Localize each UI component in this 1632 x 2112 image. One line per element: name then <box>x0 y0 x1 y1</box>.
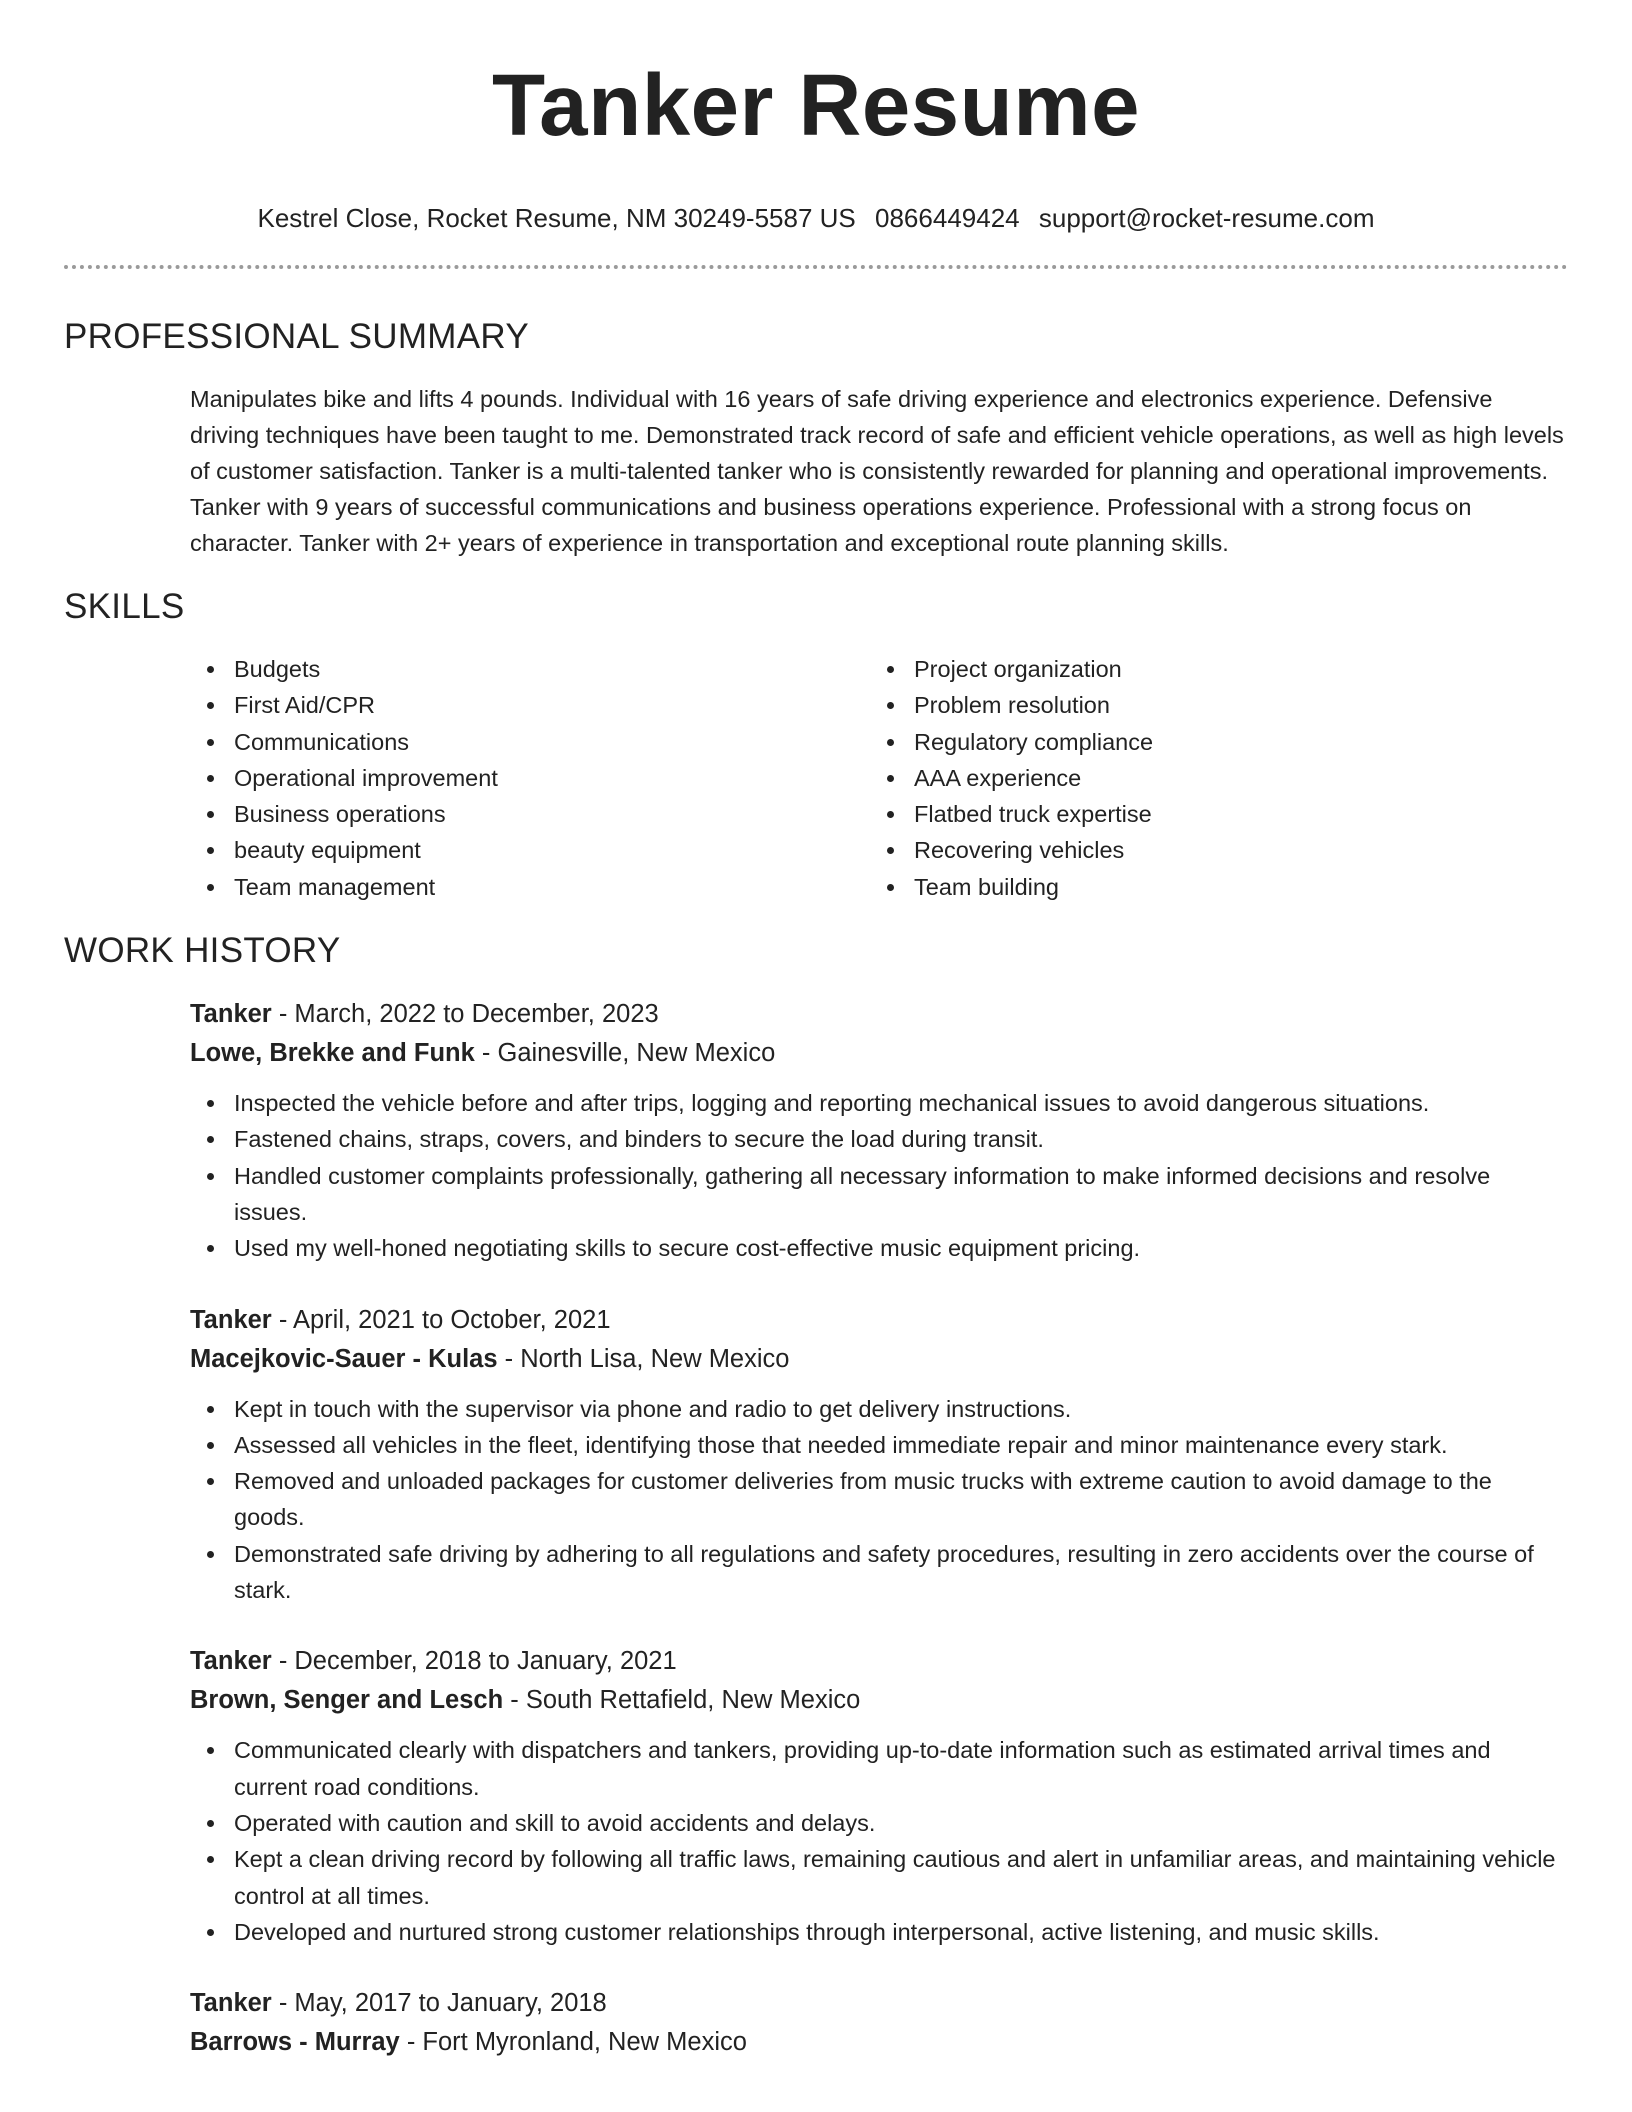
job-company: Brown, Senger and Lesch <box>190 1686 504 1715</box>
job-location: - South Rettafield, New Mexico <box>503 1686 861 1715</box>
header-divider <box>64 265 1568 269</box>
skills-column-right <box>870 651 1568 905</box>
job-list <box>190 995 1568 2062</box>
skill-item: Regulatory compliance <box>870 724 1568 760</box>
contact-email: support@rocket-resume.com <box>1038 203 1375 233</box>
skill-item: AAA experience <box>870 760 1568 796</box>
summary-heading: PROFESSIONAL SUMMARY <box>64 317 529 356</box>
job-title-line <box>190 995 1568 1034</box>
job-dates: - April, 2021 to October, 2021 <box>271 1305 611 1334</box>
skills-grid <box>190 651 1568 905</box>
job-company-line <box>190 2023 1568 2062</box>
skills-heading: SKILLS <box>64 587 185 626</box>
skill-item: Problem resolution <box>870 687 1568 723</box>
summary-text: Manipulates bike and lifts 4 pounds. Individual with 16 years of safe driving experience and electronics experience. Defensive driving techniques have been taught to me. Demonstrated track record of safe and efficient vehicle operations, as well as high levels of customer satisfaction. Tanker is a multi-talented tanker who is consistently rewarded for planning and operational improvements. Tanker with 9 years of successful communications and business operations experience. Professional with a strong focus on character. Tanker with 2+ years of experience in transportation and exceptional route planning skills. <box>190 386 1564 556</box>
job-dates: - December, 2018 to January, 2021 <box>271 1647 677 1676</box>
job-bullet: Kept in touch with the supervisor via phone and radio to get delivery instructions. <box>190 1391 1568 1427</box>
skill-item: Team management <box>190 869 870 905</box>
job-title-line <box>190 1301 1568 1340</box>
skill-item: beauty equipment <box>190 832 870 868</box>
job-location: - North Lisa, New Mexico <box>497 1344 790 1373</box>
job-company: Barrows - Murray <box>190 2028 400 2057</box>
job-bullet: Removed and unloaded packages for customer deliveries from music trucks with extreme caution to avoid damage to the goods. <box>190 1463 1568 1536</box>
job-bullet: Demonstrated safe driving by adhering to all regulations and safety procedures, resulting in zero accidents over the course of stark. <box>190 1536 1568 1609</box>
skill-item: Business operations <box>190 796 870 832</box>
skills-column-left <box>190 651 870 905</box>
work-history-heading: WORK HISTORY <box>64 931 341 971</box>
job-bullets <box>190 1085 1568 1266</box>
job-entry <box>190 1301 1568 1609</box>
job-entry <box>190 995 1568 1266</box>
skill-item: First Aid/CPR <box>190 687 870 723</box>
job-location: - Gainesville, New Mexico <box>474 1039 776 1068</box>
job-title-line <box>190 1642 1568 1681</box>
job-company-line <box>190 1340 1568 1379</box>
skills-section <box>64 585 1568 905</box>
job-dates: - May, 2017 to January, 2018 <box>271 1989 607 2018</box>
job-role: Tanker <box>190 1000 272 1029</box>
job-bullet: Assessed all vehicles in the fleet, identifying those that needed immediate repair and minor maintenance every stark. <box>190 1427 1568 1463</box>
job-entry <box>190 1984 1568 2062</box>
job-company-line <box>190 1034 1568 1073</box>
job-location: - Fort Myronland, New Mexico <box>399 2028 747 2057</box>
job-dates: - March, 2022 to December, 2023 <box>271 1000 659 1029</box>
job-role: Tanker <box>190 1305 272 1334</box>
work-history-section <box>64 929 1568 2062</box>
skill-item: Budgets <box>190 651 870 687</box>
job-company: Macejkovic-Sauer - Kulas <box>190 1344 498 1373</box>
job-bullet: Operated with caution and skill to avoid accidents and delays. <box>190 1805 1568 1841</box>
contact-phone: 0866449424 <box>875 203 1020 233</box>
contact-address: Kestrel Close, Rocket Resume, NM 30249-5587 US <box>257 203 856 233</box>
skill-item: Operational improvement <box>190 760 870 796</box>
job-bullet: Inspected the vehicle before and after trips, logging and reporting mechanical issues to avoid dangerous situations. <box>190 1085 1568 1121</box>
skill-item: Communications <box>190 724 870 760</box>
job-bullet: Kept a clean driving record by following all traffic laws, remaining cautious and alert in unfamiliar areas, and maintaining vehicle control at all times. <box>190 1841 1568 1914</box>
summary-section <box>64 315 1568 561</box>
job-bullet: Developed and nurtured strong customer relationships through interpersonal, active listening, and music skills. <box>190 1914 1568 1950</box>
job-entry <box>190 1642 1568 1950</box>
job-role: Tanker <box>190 1989 272 2018</box>
job-bullet: Communicated clearly with dispatchers and tankers, providing up-to-date information such as estimated arrival times and current road conditions. <box>190 1732 1568 1805</box>
job-bullets <box>190 1391 1568 1609</box>
job-bullet: Fastened chains, straps, covers, and binders to secure the load during transit. <box>190 1121 1568 1157</box>
job-bullet: Used my well-honed negotiating skills to secure cost-effective music equipment pricing. <box>190 1230 1568 1266</box>
resume-title: Tanker Resume <box>492 57 1140 154</box>
job-company-line <box>190 1681 1568 1720</box>
skill-item: Flatbed truck expertise <box>870 796 1568 832</box>
skill-item: Recovering vehicles <box>870 832 1568 868</box>
skill-item: Project organization <box>870 651 1568 687</box>
job-title-line <box>190 1984 1568 2023</box>
job-bullets <box>190 1732 1568 1950</box>
contact-line <box>64 202 1568 234</box>
job-role: Tanker <box>190 1647 272 1676</box>
skill-item: Team building <box>870 869 1568 905</box>
job-company: Lowe, Brekke and Funk <box>190 1039 475 1068</box>
job-bullet: Handled customer complaints professionally, gathering all necessary information to make informed decisions and resolve issues. <box>190 1158 1568 1231</box>
